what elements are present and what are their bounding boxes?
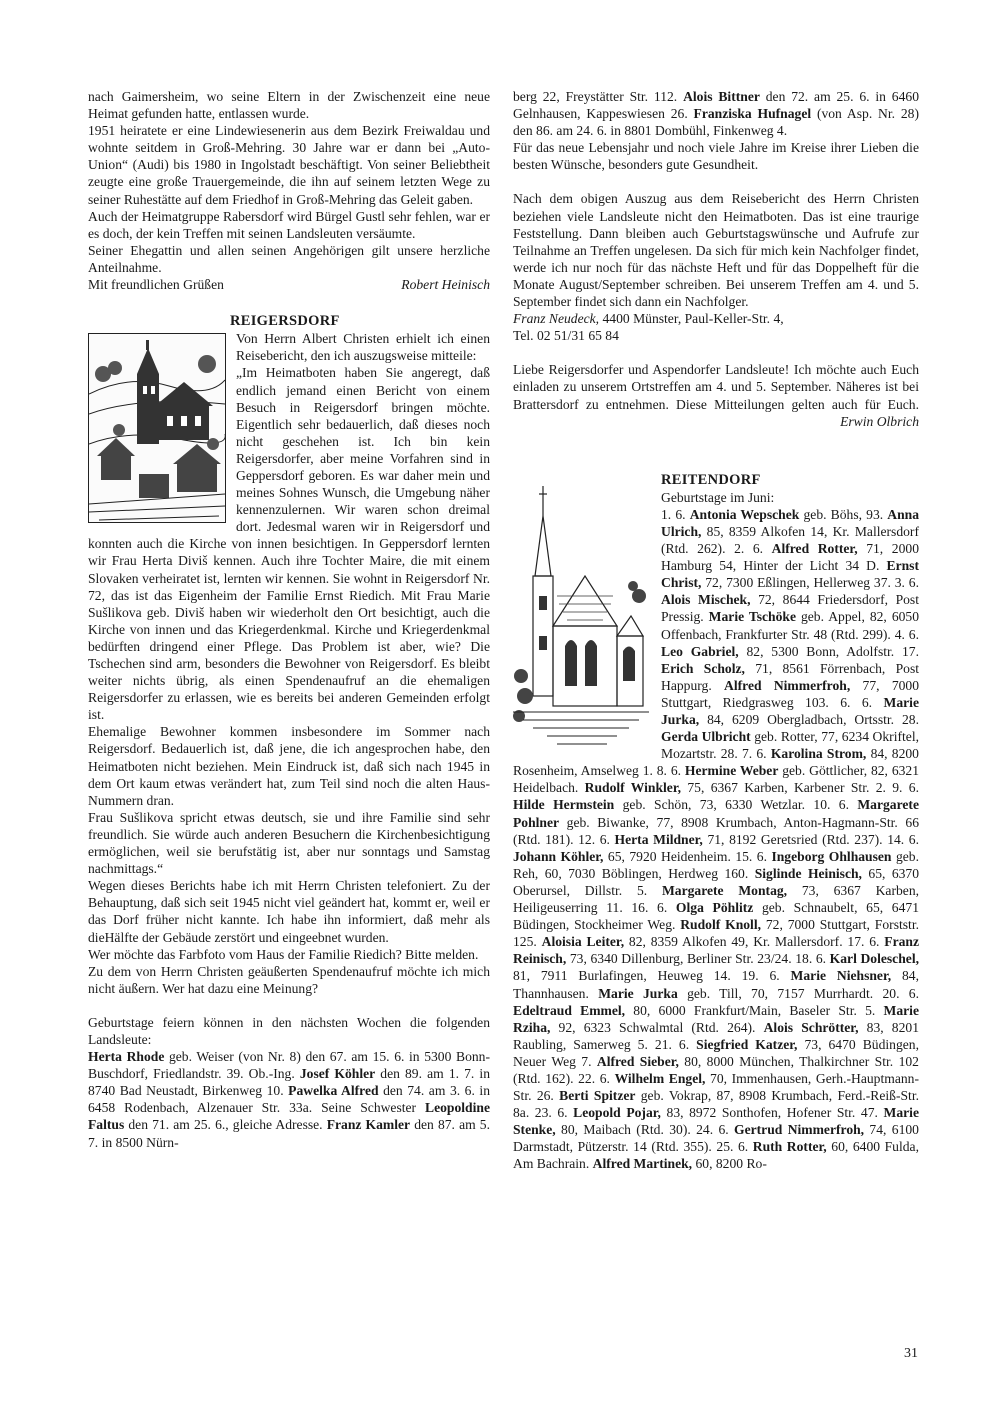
person-details: geb. Appel, 82, 6050 Offenbach, Frankfurter Str. 48 (Rtd. 299). 4. 6.	[661, 609, 920, 642]
birthday-list	[88, 1048, 490, 1151]
person-name: Siglinde Heinisch,	[754, 865, 862, 881]
person-name: Erich Scholz,	[661, 660, 745, 676]
person-details: 75, 6367 Karben, Karbener Str. 2. 9. 6.	[681, 780, 919, 796]
person-details: 60, 8200 Ro-	[692, 1156, 767, 1172]
person-details: den 72. am 25. 6. in 6460 Gelnhausen, Kappeswiesen 26.	[513, 89, 919, 122]
reigersdorf-section	[88, 313, 490, 997]
person-details: 85, 8359 Alkofen 14, Kr. Mallersdorf (Rtd. 262). 2. 6.	[661, 523, 919, 557]
person-details: den 87. am 5. 7. in 8500 Nürn-	[88, 1117, 490, 1150]
person-details: 60, 6400 Fulda, Am Bachrain.	[513, 1139, 919, 1172]
paragraph: nach Gaimersheim, wo seine Eltern in der Zwischenzeit eine neue Heimat gefunden hatte, entlassen wurde.	[88, 89, 490, 122]
right-column	[513, 88, 919, 1173]
person-name: Franz Reinisch,	[513, 934, 919, 967]
paragraph: Von Herrn Albert Christen erhielt ich einen Reisebericht, den ich auszugsweise mitteile:	[236, 331, 490, 364]
person-name: Marie Tschöke	[708, 609, 796, 625]
person-name: Leopold Pojar,	[573, 1105, 661, 1121]
person-name: Wilhelm Engel,	[614, 1070, 706, 1086]
person-name: Marie Jurka	[598, 985, 678, 1001]
person-name: Margarete Pohlner	[513, 797, 919, 830]
section-heading: REITENDORF	[661, 471, 761, 488]
person-details: 72, 7300 Eßlingen, Hellerweg 37. 3. 6.	[701, 575, 919, 591]
author-address: 4400 Münster, Paul-Keller-Str. 4,	[599, 311, 784, 327]
person-name: Siegfried Katzer,	[696, 1036, 798, 1052]
person-details: 73, 6470 Büdingen, Neuer Weg 7.	[513, 1036, 919, 1069]
person-details: 81, 7911 Burlafingen, Heuweg 14. 19. 6.	[513, 968, 791, 984]
person-name: Aloisia Leiter,	[541, 934, 625, 950]
person-details: 80, 6000 Frankfurt/Main, Baseler Str. 5.	[625, 1002, 884, 1018]
signature: Erwin Olbrich	[840, 413, 919, 429]
author-name: Franz Neudeck,	[513, 311, 600, 327]
author-tel: Tel. 02 51/31 65 84	[513, 328, 619, 344]
person-name: Gerda Ulbricht	[661, 729, 751, 745]
reigersdorf-church-drawing	[88, 333, 226, 523]
person-name: Hilde Hermstein	[513, 797, 615, 813]
person-name: Edeltraud Emmel,	[513, 1002, 626, 1018]
person-name: Rudolf Winkler,	[584, 780, 682, 796]
person-name: Ingeborg Ohlhausen	[771, 848, 892, 864]
person-name: Leo Gabriel,	[661, 643, 739, 659]
person-details: geb. Göttlicher, 82, 6321 Heidelbach.	[513, 763, 920, 796]
person-details: geb. Böhs, 93.	[799, 506, 888, 522]
person-details: geb. Schön, 73, 6330 Wetzlar. 10. 6.	[614, 797, 858, 813]
person-name: Franziska Hufnagel	[693, 106, 812, 122]
person-name: Marie Niehsner,	[790, 968, 892, 984]
person-name: Olga Pöhlitz	[675, 900, 754, 916]
paragraph: Geburtstage feiern können in den nächsten Wochen die folgenden Landsleute:	[88, 1014, 490, 1047]
person-details: geb. Reh, 60, 7030 Böblingen, Herdweg 160.	[513, 848, 919, 881]
paragraph: Ehemalige Bewohner kommen insbesondere im Sommer nach Reigersdorf. Bedauerlich ist, daß jene, die ich angesprochen habe, den Heimatboten nicht beziehen. Mein Eindruck ist, daß sich nach 1945 in dem Ort kaum etwas verändert hat, zum Teil sind noch die alten Haus-Nummern dran.	[88, 724, 490, 808]
person-details: 83, 8972 Sonthofen, Hofener Str. 47.	[660, 1105, 884, 1121]
person-details: 92, 6323 Schwalmtal (Rtd. 264).	[550, 1019, 764, 1035]
greeting-line	[88, 276, 490, 293]
paragraph: „Im Heimatboten haben Sie angeregt, daß endlich jemand einen Bericht von einem Besuch in Reigersdorf bringen möchte. Eigentlich sehr bedauerlich, daß dieses noch nicht geschehen ist. Ich bin kein Reigersdorfer, aber meine Vorfahren sind in Geppersdorf geboren. Es war daher mein und meines Sohnes Wunsch, die Umgebung näher kennenzulernen. Wir waren schon dreimal dort. Jedesmal waren wir in Reigersdorf und konnten auch die Kirche von innen besichtigen. In Geppersdorf lernten wir Frau Herta Diviš kennen. Auch ihre Tochter Maire, die mit einem Slovaken verheiratet ist, lernten wir kennen. Sie wohnt in Reigersdorf Nr. 72, das ist das Eigenheim der Familie Ernst Riedich. Mit Frau Marie Sušlikova geb. Diviš haben wir wiederholt den Ort besichtigt, auch die Kirche von innen und das Kriegerdenkmal. Kirche und Kriegerdenkmal bedürften dringend einer Pflege. Das Problem ist aber, wie? Die Tschechen sind arm, besonders die Bewohner von Reigersdorf. Es bleibt weiter nichts übrig, als einen Spendenaufruf an die ehemaligen Reigersdorfer zu erlassen, wie es bereits bei anderen Gemeinden erfolgt ist.	[88, 365, 490, 723]
person-details: den 74. am 3. 6. in 6458 Rodenbach, Alzenauer Str. 33a. Seine Schwester	[88, 1083, 490, 1116]
reitendorf-section	[513, 472, 919, 1173]
author-line	[513, 310, 919, 327]
person-details: 82, 5300 Bonn, Adolfstr. 17.	[738, 643, 919, 659]
page-number: 31	[904, 1346, 918, 1361]
signature: Robert Heinisch	[401, 277, 490, 293]
person-name: Josef Köhler	[299, 1066, 376, 1082]
person-name: Antonia Wepschek	[689, 506, 800, 522]
person-details: 71, 8192 Geretsried (Rtd. 237). 14. 6.	[702, 831, 919, 847]
person-name: Karolina Strom,	[770, 746, 867, 762]
person-name: Johann Köhler,	[513, 848, 604, 864]
person-details: geb. Vokrap, 87, 8908 Krumbach, Ferd.-Reiß-Str. 8a. 23. 6.	[513, 1088, 919, 1121]
person-name: Ernst Christ,	[661, 558, 919, 591]
greeting: Mit freundlichen Grüßen	[88, 277, 224, 293]
person-name: Marie Rziha,	[513, 1002, 919, 1035]
person-details: 65, 6370 Oberursel, Dillstr. 5.	[513, 865, 920, 898]
person-details: geb. Rotter, 77, 6234 Okriftel, Mozartstr. 28. 7. 6.	[661, 729, 919, 762]
person-name: Marie Stenke,	[513, 1105, 919, 1138]
person-details: 82, 8359 Alkofen 49, Kr. Mallersdorf. 17. 6.	[624, 934, 885, 950]
person-name: Hermine Weber	[684, 763, 779, 779]
person-name: Berti Spitzer	[559, 1088, 636, 1104]
person-details: 73, 6340 Dillenburg, Berliner Str. 23/24. 18. 6.	[566, 951, 830, 967]
birthday-section	[88, 1014, 490, 1151]
birthday-list-continued	[513, 88, 919, 139]
person-name: Alfred Sieber,	[596, 1053, 679, 1069]
person-details: 71, 2000 Hamburg 54, Hinter der Licht 34 D.	[661, 541, 919, 574]
person-name: Karl Doleschel,	[829, 951, 919, 967]
aspendorf-paragraph: Liebe Reigersdorfer und Aspendorfer Landsleute! Ich möchte auch Euch einladen zu unserem Ortstreffen am 4. und 5. September. Näheres ist bei Brattersdorf zu entnehmen. Diese Mitteilungen gelten auch für Euch. Erwin Olbrich	[513, 362, 919, 429]
person-name: Alfred Rotter,	[771, 541, 858, 557]
person-details: den 71. am 25. 6., gleiche Adresse.	[124, 1117, 327, 1133]
person-name: Alois Bittner	[683, 89, 760, 104]
person-details: 74, 6100 Darmstadt, Pützerstr. 14 (Rtd. 355). 25. 6.	[513, 1122, 919, 1155]
person-name: Alois Schrötter,	[763, 1019, 859, 1035]
village-illustration	[88, 333, 226, 527]
date-prefix: 1. 6.	[661, 506, 690, 522]
church-illustration	[513, 476, 649, 750]
person-details: den 89. am 1. 7. in 8740 Bad Neustadt, Birkenweg 10.	[88, 1066, 490, 1099]
person-name: Ruth Rotter,	[752, 1139, 827, 1155]
person-details: geb. Schnaubelt, 65, 6471 Büdingen, Stockheimer Weg.	[513, 900, 919, 933]
person-details: 84, 8200 Rosenheim, Amselweg 1. 8. 6.	[513, 746, 919, 779]
paragraph: Zu dem von Herrn Christen geäußerten Spendenaufruf möchte ich mich nicht äußern. Wer hat dazu eine Meinung?	[88, 963, 490, 996]
person-name: Leopoldine Faltus	[88, 1100, 490, 1133]
person-name: Herta Mildner,	[614, 831, 703, 847]
person-details: geb. Weiser (von Nr. 8) den 67. am 15. 6. in 5300 Bonn-Buschdorf, Friedlandstr. 39. Ob.-Ing.	[88, 1049, 490, 1082]
person-name: Rudolf Knoll,	[680, 917, 762, 933]
person-details: 65, 7920 Heidenheim. 15. 6.	[603, 848, 772, 864]
person-name: Marie Jurka,	[661, 694, 919, 727]
person-name: Alfred Martinek,	[592, 1156, 693, 1172]
paragraph: Wer möchte das Farbfoto vom Haus der Familie Riedich? Bitte melden.	[88, 946, 479, 962]
paragraph: Geburtstage im Juni:	[661, 489, 775, 505]
person-name: Margarete Montag,	[661, 882, 788, 898]
person-name: Gertrud Nimmerfroh,	[734, 1122, 865, 1138]
paragraph: Frau Sušlikova spricht etwas deutsch, sie und ihre Familie sind sehr freundlich. Sie würde auch anderen Besuchern die Kirchenbesichtigung ermöglichen, weil sie berufstätig ist, aber nur sonntags und Samstag nachmittags.“	[88, 809, 490, 877]
section-heading: REIGERSDORF	[230, 313, 340, 330]
paragraph: Wegen dieses Berichts habe ich mit Herrn Christen telefoniert. Zu der Behauptung, daß sich seit 1945 nicht viel geändert hat, kommt er, weil er das Dorf früher nicht kannte. Ich habe ihn informiert, daß mehr als dieHälfte der Gebäude zerstört und eingeebnet wurden.	[88, 878, 490, 945]
person-name: Alois Mischek,	[661, 592, 751, 608]
paragraph: 1951 heiratete er eine Lindewiesenerin aus dem Bezirk Freiwaldau und wohnte seitdem in Groß-Mehring. 30 Jahre war er dann bei „Auto-Union“ (Audi) bis 1980 in Ingolstadt beschäftigt. Von seiner Beliebtheit zeugte eine große Trauergemeinde, die ihn auf seinem letzten Wege zu seiner Ruhestätte auf dem Friedhof in Groß-Mehring das Geleit gaben.	[88, 123, 490, 207]
person-details: 77, 7000 Stuttgart, Riedgrasweg 103. 6. 6.	[661, 677, 919, 710]
person-name: Alfred Nimmerfroh,	[724, 677, 851, 693]
person-details: 71, 8561 Förrenbach, Post Happurg.	[661, 660, 920, 693]
person-details: 72, 8644 Friedersdorf, Post Pressig.	[661, 592, 919, 625]
person-details: 84, 6209 Obergladbach, Ortsstr. 28.	[699, 712, 919, 727]
person-details: 80, 8000 München, Thalkirchner Str. 102 (Rtd. 162). 22. 6.	[513, 1053, 919, 1086]
notice-paragraph: Nach dem obigen Auszug aus dem Reisebericht des Herrn Christen beziehen viele Landsleute nicht den Heimatboten. Das ist eine traurige Feststellung. Dann bleiben auch Geburtstagswünsche und Aufrufe zur Teilnahme an Treffen ungelesen. Da sich für mich kein Nachfolger findet, werde ich nur noch für das nächste Heft und für das Doppelheft für die Monate August/September schreiben. Bei unserem Treffen am 4. und 5. September findet sich dann ein Nachfolger.	[513, 191, 919, 310]
paragraph: Auch der Heimatgruppe Rabersdorf wird Bürgel Gustl sehr fehlen, war er es doch, der kein Treffen mit seinen Landsleuten versäumte.	[88, 208, 490, 241]
wishes: Für das neue Lebensjahr und noch viele Jahre im Kreise ihrer Lieben die besten Wünsche, besonders gute Gesundheit.	[513, 140, 919, 173]
person-name: Anna Ulrich,	[661, 506, 920, 539]
person-details: 80, Maibach (Rtd. 30). 24. 6.	[555, 1122, 735, 1138]
person-details: (von Asp. Nr. 28) den 86. am 24. 6. in 8801 Dombühl, Finkenweg 4.	[513, 106, 919, 139]
person-details: berg 22, Freystätter Str. 112.	[513, 89, 684, 104]
person-name: Pawelka Alfred	[288, 1083, 379, 1099]
person-details: 84, Thannhausen.	[513, 968, 919, 1001]
reitendorf-church-drawing	[513, 476, 649, 746]
paragraph: Seiner Ehegattin und allen seinen Angehörigen gilt unsere herzliche Anteilnahme.	[88, 242, 490, 275]
person-name: Franz Kamler	[326, 1117, 411, 1133]
person-name: Herta Rhode	[88, 1049, 165, 1065]
person-details: geb. Till, 70, 7157 Murrhardt. 20. 6.	[677, 985, 919, 1001]
person-details: 83, 8201 Raubling, Samerweg 5. 21. 6.	[513, 1019, 919, 1052]
left-column	[88, 88, 490, 1151]
intro-section	[88, 88, 490, 293]
person-details: 70, Immenhausen, Gerh.-Hauptmann-Str. 26.	[513, 1070, 919, 1104]
person-details: 72, 7000 Stuttgart, Forststr. 125.	[513, 917, 919, 950]
person-details: 73, 6367 Karben, Heiligeuserring 11. 16. 6.	[513, 882, 920, 916]
person-details: geb. Biwanke, 77, 8908 Krumbach, Anton-Hagmann-Str. 66 (Rtd. 181). 12. 6.	[513, 814, 919, 847]
